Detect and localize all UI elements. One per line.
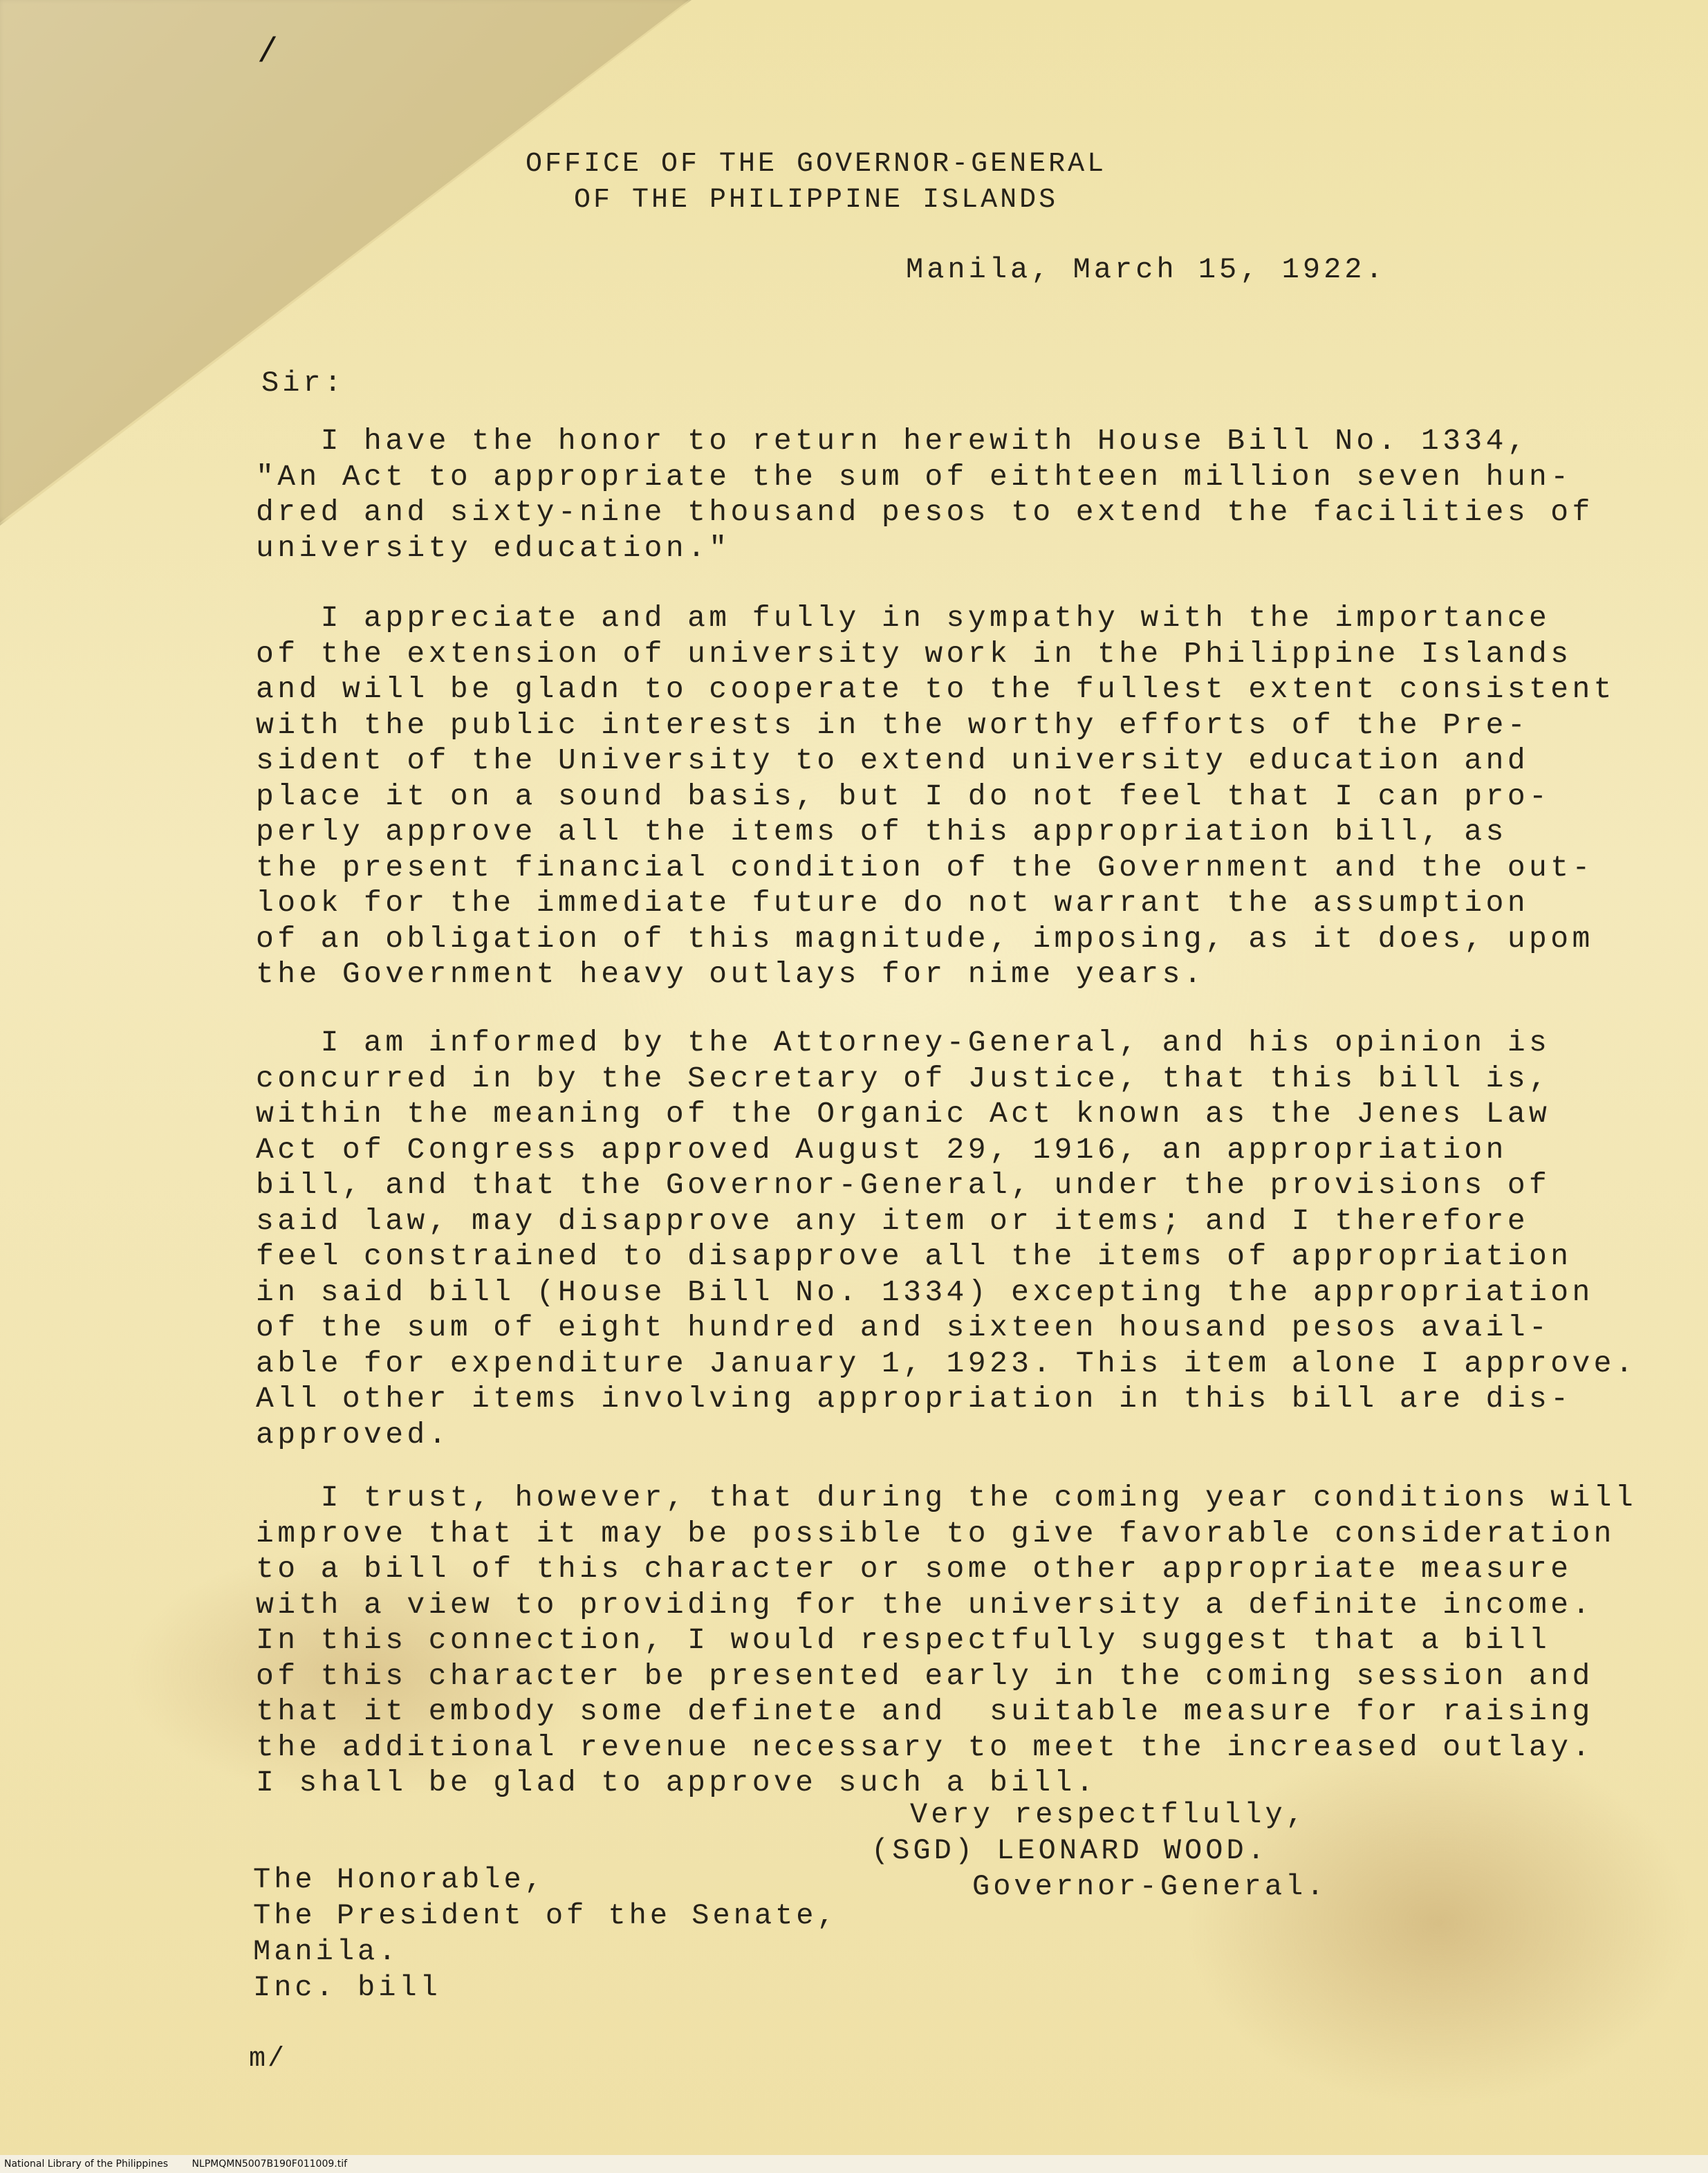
addressee-block xyxy=(253,1862,838,2006)
complimentary-close: Very respectflully, xyxy=(910,1798,1307,1831)
archive-footer xyxy=(0,2155,1708,2173)
paragraph-2 xyxy=(256,600,1625,992)
paragraph-1 xyxy=(256,423,1625,566)
signer-title: Governor-General. xyxy=(972,1870,1328,1903)
paragraph-line: feel constrained to disapprove all the items of appropriation xyxy=(256,1239,1572,1273)
paragraph-line: and will be gladn to cooperate to the fullest extent consistent xyxy=(256,672,1615,706)
paragraph-line: bill, and that the Governor-General, under the provisions of xyxy=(256,1168,1551,1202)
signature: (SGD) LEONARD WOOD. xyxy=(871,1834,1268,1867)
paragraph-line: perly approve all the items of this appropriation bill, as xyxy=(256,815,1507,849)
paragraph-line: the additional revenue necessary to meet the increased outlay. xyxy=(256,1730,1594,1764)
paragraph-line: I appreciate and am fully in sympathy with the importance xyxy=(256,601,1551,635)
paragraph-line: with a view to providing for the university a definite income. xyxy=(256,1587,1594,1622)
paragraph-3 xyxy=(256,1025,1637,1452)
paragraph-line: that it embody some definete and suitable measure for raising xyxy=(256,1694,1594,1728)
paragraph-line: the Government heavy outlays for nime years. xyxy=(256,957,1205,991)
paragraph-line: I have the honor to return herewith House Bill No. 1334, xyxy=(256,424,1530,458)
addressee-line: The Honorable, xyxy=(253,1863,546,1896)
paragraph-line: dred and sixty-nine thousand pesos to extend the facilities of xyxy=(256,495,1594,529)
paragraph-line: All other items involving appropriation in this bill are dis- xyxy=(256,1382,1572,1416)
paragraph-line: of the extension of university work in the Philippine Islands xyxy=(256,636,1572,671)
paragraph-line: within the meaning of the Organic Act known as the Jenes Law xyxy=(256,1097,1551,1131)
paragraph-line: able for expenditure January 1, 1923. This item alone I approve. xyxy=(256,1346,1637,1380)
paragraph-line: in said bill (House Bill No. 1334) excepting the appropriation xyxy=(256,1275,1594,1309)
paragraph-line: I trust, however, that during the coming year conditions will xyxy=(256,1481,1637,1515)
archive-name: National Library of the Philippines xyxy=(4,2158,168,2170)
paragraph-line: concurred in by the Secretary of Justice, that this bill is, xyxy=(256,1061,1551,1095)
paragraph-line: university education." xyxy=(256,530,731,565)
paragraph-line: improve that it may be possible to give favorable consideration xyxy=(256,1516,1615,1551)
paragraph-line: sident of the University to extend university education and xyxy=(256,743,1530,777)
file-name: NLPMQMN5007B190F011009.tif xyxy=(192,2158,348,2170)
paragraph-line: approved. xyxy=(256,1417,450,1452)
paragraph-line: I shall be glad to approve such a bill. xyxy=(256,1766,1097,1800)
paragraph-line: In this connection, I would respectfully suggest that a bill xyxy=(256,1623,1551,1657)
paragraph-line: said law, may disapprove any item or items; and I therefore xyxy=(256,1203,1530,1238)
letterhead-line-1: OFFICE OF THE GOVERNOR-GENERAL xyxy=(526,149,1107,180)
paragraph-line: place it on a sound basis, but I do not feel that I can pro- xyxy=(256,779,1551,813)
addressee-line: The President of the Senate, xyxy=(253,1899,838,1932)
paragraph-line: the present financial condition of the Government and the out- xyxy=(256,850,1594,885)
addressee-line: Manila. xyxy=(253,1935,400,1968)
paragraph-line: I am informed by the Attorney-General, and his opinion is xyxy=(256,1026,1551,1060)
paragraph-line: to a bill of this character or some other appropriate measure xyxy=(256,1552,1572,1586)
typist-initials: m/ xyxy=(249,2044,287,2075)
ink-mark: / xyxy=(257,33,279,73)
paragraph-line: "An Act to appropriate the sum of eithteen million seven hun- xyxy=(256,459,1572,494)
dateline: Manila, March 15, 1922. xyxy=(906,253,1386,286)
enclosure-note: Inc. bill xyxy=(253,1971,441,2004)
paragraph-line: of this character be presented early in the coming session and xyxy=(256,1658,1594,1693)
paragraph-4 xyxy=(256,1480,1637,1801)
letterhead-line-2: OF THE PHILIPPINE ISLANDS xyxy=(574,185,1059,216)
paragraph-line: of the sum of eight hundred and sixteen housand pesos avail- xyxy=(256,1311,1551,1344)
paragraph-line: look for the immediate future do not warrant the assumption xyxy=(256,886,1530,920)
letterhead xyxy=(526,147,1106,219)
paragraph-line: of an obligation of this magnitude, imposing, as it does, upom xyxy=(256,921,1594,956)
salutation: Sir: xyxy=(261,367,345,400)
paragraph-line: Act of Congress approved August 29, 1916, an appropriation xyxy=(256,1132,1507,1167)
paragraph-line: with the public interests in the worthy efforts of the Pre- xyxy=(256,708,1530,742)
signature-block xyxy=(871,1797,1327,1905)
